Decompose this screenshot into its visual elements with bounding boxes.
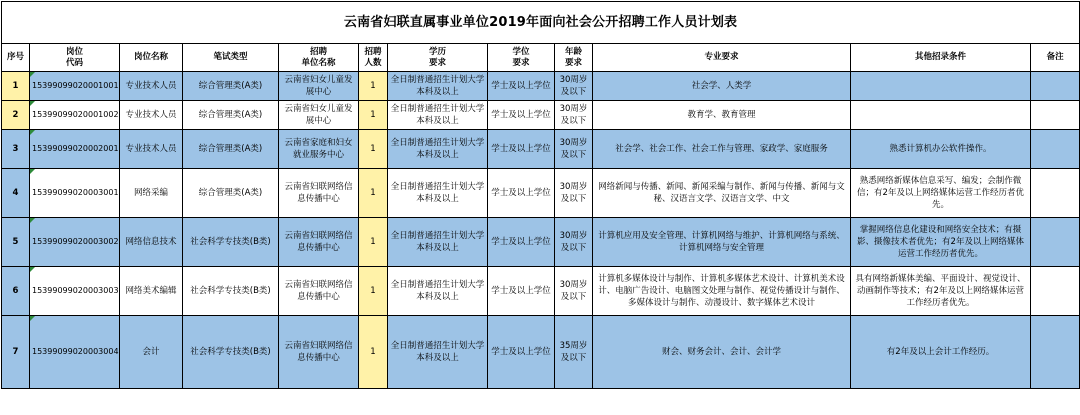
row-exam-type: 社会科学专技类(B类): [183, 316, 279, 389]
row-post-code-text: 15399099020003002: [32, 237, 119, 246]
row-post-code: [30, 316, 120, 389]
header-age: [555, 44, 593, 72]
row-post-code: [30, 169, 120, 218]
row-age: 30周岁及以下: [555, 130, 593, 169]
row-seq: 5: [2, 218, 30, 267]
row-seq: 7: [2, 316, 30, 389]
row-age: 30周岁及以下: [555, 267, 593, 316]
header-count: [359, 44, 388, 72]
row-age: 30周岁及以下: [555, 101, 593, 130]
header-education: [388, 44, 488, 72]
row-unit: 云南省家庭和妇女就业服务中心: [279, 130, 359, 169]
row-post-code-text: 15399099020003003: [32, 286, 119, 295]
row-age: 30周岁及以下: [555, 218, 593, 267]
row-post-name: 专业技术人员: [120, 130, 183, 169]
row-major: 计算机多媒体设计与制作、计算机多媒体艺术设计、计算机美术设计、电脑广告设计、电脑图文处理与制作、视觉传播设计与制作、多媒体设计与制作、动漫设计、数字媒体艺术设计: [593, 267, 851, 316]
row-other: 掌握网络信息化建设和网络安全技术；有摄影、摄像技术者优先；有2年及以上网络媒体运营工作经历者优先。: [851, 218, 1031, 267]
row-degree: 学士及以上学位: [488, 316, 555, 389]
row-other: 有2年及以上会计工作经历。: [851, 316, 1031, 389]
row-seq: 4: [2, 169, 30, 218]
table-row: [2, 169, 1080, 218]
row-unit: 云南省妇联网络信息传播中心: [279, 218, 359, 267]
row-note: [1031, 218, 1080, 267]
row-other: [851, 72, 1031, 101]
cell-marker-icon: [30, 218, 35, 223]
row-education: 全日制普通招生计划大学本科及以上: [388, 267, 488, 316]
row-education: 全日制普通招生计划大学本科及以上: [388, 101, 488, 130]
header-degree: [488, 44, 555, 72]
row-education: 全日制普通招生计划大学本科及以上: [388, 169, 488, 218]
row-count: 1: [359, 267, 388, 316]
row-education: 全日制普通招生计划大学本科及以上: [388, 72, 488, 101]
header-other: 其他招录条件: [851, 44, 1031, 72]
header-note: 备注: [1031, 44, 1080, 72]
header-post-name: 岗位名称: [120, 44, 183, 72]
row-exam-type: 社会科学专技类(B类): [183, 267, 279, 316]
row-note: [1031, 267, 1080, 316]
row-count: 1: [359, 169, 388, 218]
row-degree: 学士及以上学位: [488, 169, 555, 218]
table-row: [2, 316, 1080, 389]
row-post-code: [30, 218, 120, 267]
cell-marker-icon: [30, 267, 35, 272]
row-seq: 2: [2, 101, 30, 130]
row-note: [1031, 72, 1080, 101]
row-unit: 云南省妇女儿童发展中心: [279, 101, 359, 130]
cell-marker-icon: [30, 130, 35, 135]
row-other: 熟悉网络新媒体信息采写、编发；会制作微信；有2年及以上网络媒体运营工作经历者优先。: [851, 169, 1031, 218]
row-note: [1031, 101, 1080, 130]
row-note: [1031, 316, 1080, 389]
row-post-code: [30, 72, 120, 101]
row-unit: 云南省妇女儿童发展中心: [279, 72, 359, 101]
row-post-code-text: 15399099020001002: [32, 110, 119, 119]
row-major: 社会学、社会工作、社会工作与管理、家政学、家庭服务: [593, 130, 851, 169]
row-note: [1031, 169, 1080, 218]
header-post-code: [30, 44, 120, 72]
row-count: 1: [359, 130, 388, 169]
row-exam-type: 综合管理类(A类): [183, 169, 279, 218]
row-post-code-text: 15399099020001001: [32, 81, 119, 90]
row-degree: 学士及以上学位: [488, 130, 555, 169]
header-count-label: 招聘 人数: [364, 46, 382, 68]
row-count: 1: [359, 72, 388, 101]
header-unit: [279, 44, 359, 72]
row-seq: 1: [2, 72, 30, 101]
header-seq: 序号: [2, 44, 30, 72]
row-degree: 学士及以上学位: [488, 267, 555, 316]
row-post-code: [30, 130, 120, 169]
row-post-name: 专业技术人员: [120, 101, 183, 130]
row-major: 计算机应用及安全管理、计算机网络与维护、计算机网络与系统、计算机网络与安全管理: [593, 218, 851, 267]
row-age: 30周岁及以下: [555, 72, 593, 101]
row-major: 教育学、教育管理: [593, 101, 851, 130]
row-seq: 3: [2, 130, 30, 169]
title-cell: [2, 2, 1080, 44]
row-post-code-text: 15399099020003001: [32, 188, 119, 197]
table-row: [2, 72, 1080, 101]
row-count: 1: [359, 316, 388, 389]
row-major: 社会学、人类学: [593, 72, 851, 101]
row-unit: 云南省妇联网络信息传播中心: [279, 316, 359, 389]
table-row: [2, 130, 1080, 169]
row-count: 1: [359, 101, 388, 130]
row-unit: 云南省妇联网络信息传播中心: [279, 169, 359, 218]
row-post-name: 专业技术人员: [120, 72, 183, 101]
row-other: 具有网络新媒体美编、平面设计、视觉设计、动画制作等技术；有2年及以上网络媒体运营工作经历者优先。: [851, 267, 1031, 316]
header-degree-label: 学位 要求: [512, 46, 530, 68]
cell-marker-icon: [30, 72, 35, 77]
row-exam-type: 综合管理类(A类): [183, 130, 279, 169]
row-post-code: [30, 101, 120, 130]
row-education: 全日制普通招生计划大学本科及以上: [388, 316, 488, 389]
row-degree: 学士及以上学位: [488, 72, 555, 101]
row-age: 35周岁及以下: [555, 316, 593, 389]
table-row: [2, 101, 1080, 130]
row-other: [851, 101, 1031, 130]
row-major: 财会、财务会计、会计、会计学: [593, 316, 851, 389]
cell-marker-icon: [30, 101, 35, 106]
row-other: 熟悉计算机办公软件操作。: [851, 130, 1031, 169]
table-title: 云南省妇联直属事业单位2019年面向社会公开招聘工作人员计划表: [343, 14, 738, 30]
row-post-name: 网络信息技术: [120, 218, 183, 267]
table-row: [2, 267, 1080, 316]
row-education: 全日制普通招生计划大学本科及以上: [388, 130, 488, 169]
row-education: 全日制普通招生计划大学本科及以上: [388, 218, 488, 267]
row-post-name: 会计: [120, 316, 183, 389]
recruitment-plan-table: [1, 1, 1080, 389]
row-note: [1031, 130, 1080, 169]
header-post-code-label: 岗位 代码: [65, 46, 83, 68]
row-exam-type: 综合管理类(A类): [183, 72, 279, 101]
header-row: [2, 44, 1080, 72]
table-row: [2, 218, 1080, 267]
row-age: 30周岁及以下: [555, 169, 593, 218]
title-row: [2, 2, 1080, 44]
header-unit-label: 招聘 单位名称: [301, 46, 336, 68]
row-post-name: 网络采编: [120, 169, 183, 218]
cell-marker-icon: [30, 316, 35, 321]
row-count: 1: [359, 218, 388, 267]
header-major: 专业要求: [593, 44, 851, 72]
row-post-name: 网络美术编辑: [120, 267, 183, 316]
row-post-code-text: 15399099020003004: [32, 347, 119, 356]
row-post-code-text: 15399099020002001: [32, 144, 119, 153]
row-exam-type: 综合管理类(A类): [183, 101, 279, 130]
row-degree: 学士及以上学位: [488, 101, 555, 130]
header-exam-type: 笔试类型: [183, 44, 279, 72]
row-degree: 学士及以上学位: [488, 218, 555, 267]
row-post-code: [30, 267, 120, 316]
row-exam-type: 社会科学专技类(B类): [183, 218, 279, 267]
header-age-label: 年龄 要求: [564, 46, 582, 68]
header-education-label: 学历 要求: [428, 46, 446, 68]
row-unit: 云南省妇联网络信息传播中心: [279, 267, 359, 316]
cell-marker-icon: [30, 169, 35, 174]
row-seq: 6: [2, 267, 30, 316]
row-major: 网络新闻与传播、新闻、新闻采编与制作、新闻与传播、新闻与文秘、汉语言文学、汉语言文学、中文: [593, 169, 851, 218]
